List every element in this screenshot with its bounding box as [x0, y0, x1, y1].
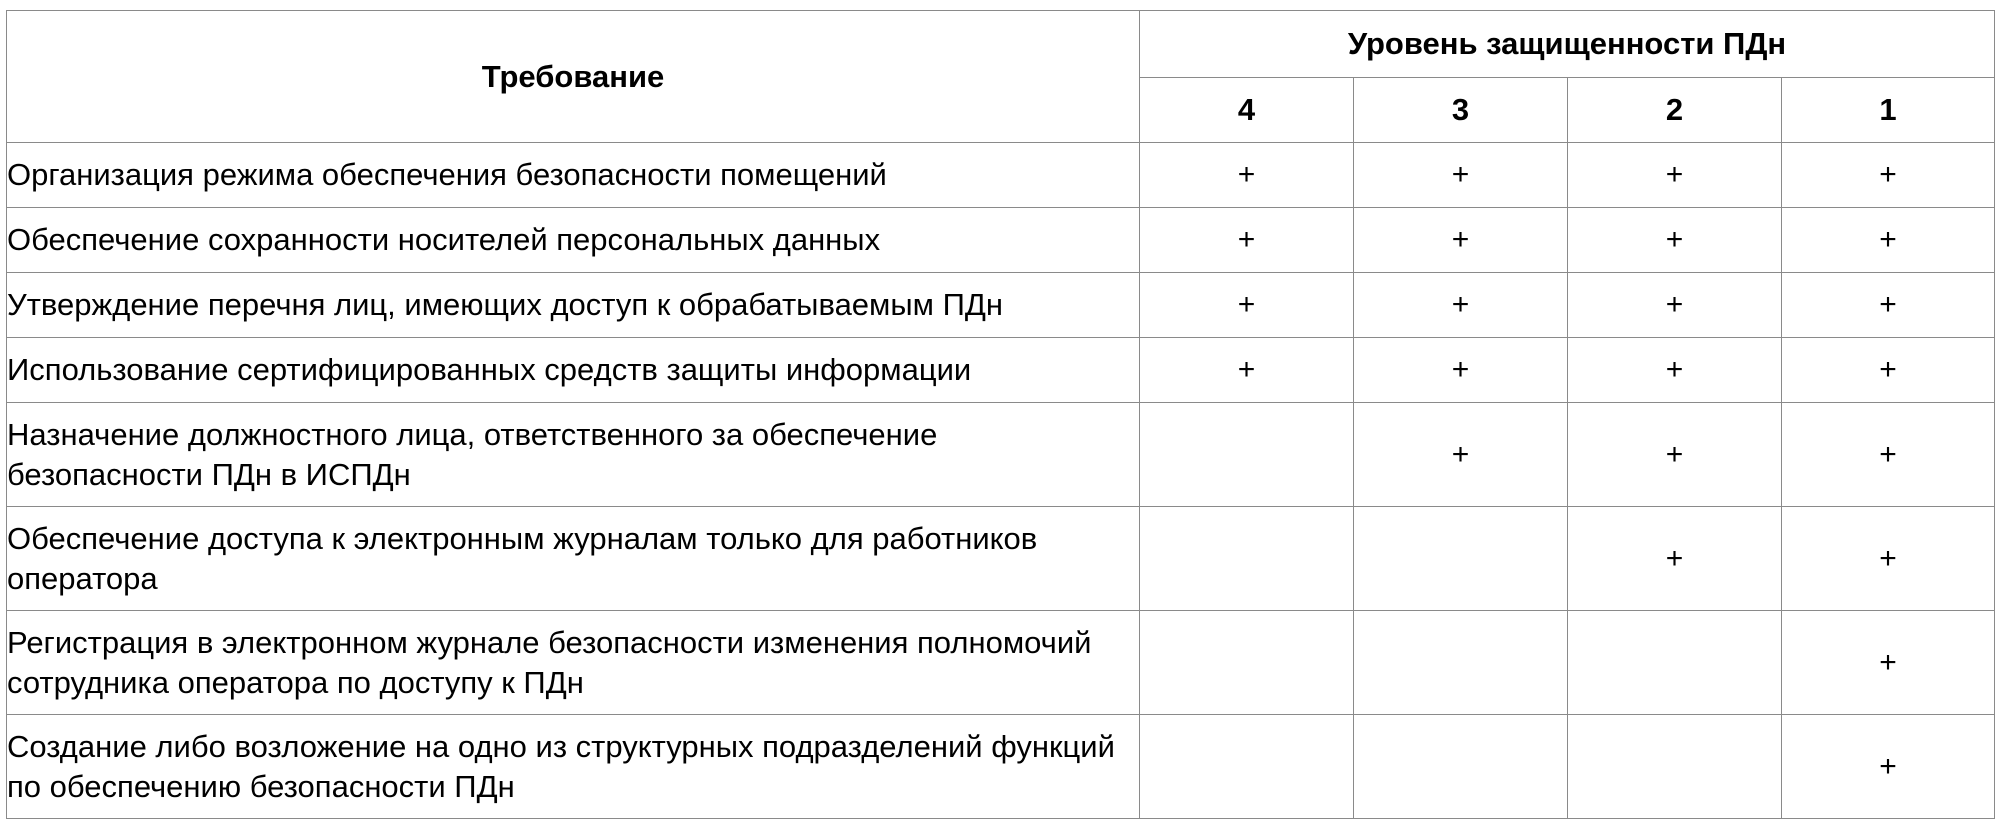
level-mark: + [1568, 273, 1782, 338]
level-mark [1354, 611, 1568, 715]
protection-level-group-header: Уровень защищенности ПДн [1140, 11, 1995, 78]
table-row [7, 611, 1995, 715]
requirement-text: Регистрация в электронном журнале безопасности изменения полномочий сотрудника оператора по доступу к ПДн [7, 611, 1140, 715]
level-header-3: 3 [1354, 78, 1568, 143]
requirement-column-header: Требование [7, 11, 1140, 143]
level-mark: + [1140, 143, 1354, 208]
level-mark [1568, 715, 1782, 819]
level-mark [1140, 715, 1354, 819]
level-mark [1354, 715, 1568, 819]
level-mark: + [1568, 338, 1782, 403]
level-mark: + [1782, 273, 1995, 338]
requirement-text: Назначение должностного лица, ответственного за обеспечение безопасности ПДн в ИСПДн [7, 403, 1140, 507]
level-header-4: 4 [1140, 78, 1354, 143]
table-row [7, 208, 1995, 273]
level-mark: + [1568, 403, 1782, 507]
requirement-text: Создание либо возложение на одно из структурных подразделений функций по обеспечению безопасности ПДн [7, 715, 1140, 819]
level-mark: + [1140, 208, 1354, 273]
requirement-text: Организация режима обеспечения безопасности помещений [7, 143, 1140, 208]
level-mark: + [1354, 338, 1568, 403]
level-mark [1140, 403, 1354, 507]
level-mark: + [1140, 338, 1354, 403]
level-mark: + [1354, 143, 1568, 208]
level-mark: + [1354, 403, 1568, 507]
level-header-2: 2 [1568, 78, 1782, 143]
level-header-1: 1 [1782, 78, 1995, 143]
level-mark [1354, 507, 1568, 611]
level-mark: + [1568, 208, 1782, 273]
requirement-text: Использование сертифицированных средств защиты информации [7, 338, 1140, 403]
level-mark: + [1782, 403, 1995, 507]
level-mark [1140, 507, 1354, 611]
table-row [7, 273, 1995, 338]
level-mark [1568, 611, 1782, 715]
requirements-table [6, 10, 1995, 819]
table-row [7, 507, 1995, 611]
level-mark: + [1782, 338, 1995, 403]
requirement-text: Обеспечение сохранности носителей персональных данных [7, 208, 1140, 273]
level-mark: + [1782, 208, 1995, 273]
level-mark: + [1782, 507, 1995, 611]
level-mark: + [1782, 611, 1995, 715]
level-mark: + [1354, 208, 1568, 273]
requirement-text: Утверждение перечня лиц, имеющих доступ к обрабатываемым ПДн [7, 273, 1140, 338]
table-row [7, 143, 1995, 208]
level-mark: + [1140, 273, 1354, 338]
level-mark: + [1568, 143, 1782, 208]
level-mark: + [1568, 507, 1782, 611]
table-row [7, 403, 1995, 507]
level-mark: + [1782, 715, 1995, 819]
level-mark: + [1782, 143, 1995, 208]
requirement-text: Обеспечение доступа к электронным журналам только для работников оператора [7, 507, 1140, 611]
table-row [7, 715, 1995, 819]
table-row [7, 338, 1995, 403]
level-mark [1140, 611, 1354, 715]
level-mark: + [1354, 273, 1568, 338]
